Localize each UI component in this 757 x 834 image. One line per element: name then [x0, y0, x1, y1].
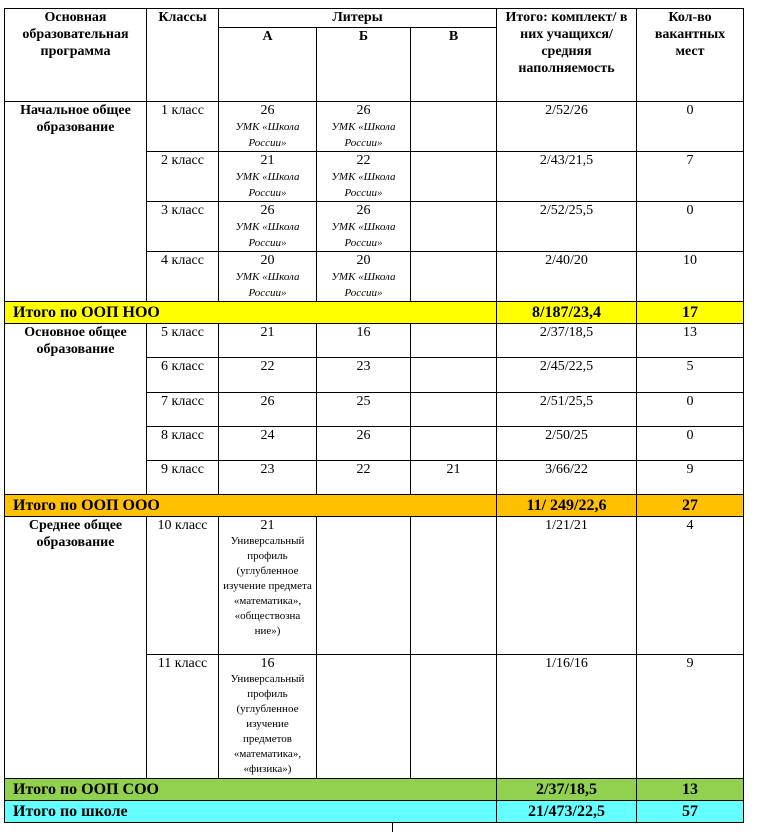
vacant-cell: 5: [637, 358, 744, 393]
summary-total: 2/37/18,5: [497, 779, 637, 801]
umk-note: УМК «Школа России»: [331, 271, 396, 299]
header-liters: Литеры: [219, 9, 497, 28]
liter-b-cell: 22: [317, 461, 411, 495]
vacant-cell: 9: [637, 655, 744, 779]
liter-b-cell: 23: [317, 358, 411, 393]
liter-v-cell: [411, 427, 497, 461]
liter-v-cell: [411, 393, 497, 427]
summary-row-ooo: [5, 495, 744, 517]
class-cell: 10 класс: [147, 517, 219, 655]
summary-label: Итого по школе: [5, 801, 497, 823]
table-row: [5, 517, 744, 655]
program-ooo: Основное общее образование: [5, 324, 147, 495]
profile-note: Универсальный профиль (углубленное изучение предмета «математика», «обществозна ние»): [223, 535, 312, 637]
liter-a-cell: [219, 517, 317, 655]
liter-b-cell: 25: [317, 393, 411, 427]
liter-a-cell: [219, 102, 317, 152]
vacant-cell: 13: [637, 324, 744, 358]
liter-v-cell: [411, 102, 497, 152]
liter-a-cell: [219, 152, 317, 202]
total-cell: 3/66/22: [497, 461, 637, 495]
header-liter-a: А: [219, 28, 317, 102]
liter-b-cell: [317, 655, 411, 779]
total-cell: 2/45/22,5: [497, 358, 637, 393]
summary-row-noo: [5, 302, 744, 324]
header-liter-b: Б: [317, 28, 411, 102]
student-count: 16: [260, 656, 275, 671]
student-count: 26: [260, 203, 275, 218]
liter-a-cell: [219, 252, 317, 302]
class-cell: 2 класс: [147, 152, 219, 202]
summary-total: 11/ 249/22,6: [497, 495, 637, 517]
vacant-cell: 10: [637, 252, 744, 302]
liter-a-cell: [219, 655, 317, 779]
umk-note: УМК «Школа России»: [235, 271, 300, 299]
header-row-1: [5, 9, 744, 28]
vacant-cell: 0: [637, 102, 744, 152]
vacant-cell: 0: [637, 427, 744, 461]
total-cell: 2/40/20: [497, 252, 637, 302]
student-count: 21: [260, 518, 275, 533]
student-count: 26: [260, 103, 275, 118]
total-cell: 2/51/25,5: [497, 393, 637, 427]
school-classes-table: [4, 8, 744, 823]
liter-b-cell: 16: [317, 324, 411, 358]
header-vacant: Кол-во вакантных мест: [637, 9, 744, 102]
class-cell: 8 класс: [147, 427, 219, 461]
summary-row-soo: [5, 779, 744, 801]
header-classes: Классы: [147, 9, 219, 102]
student-count: 26: [356, 103, 371, 118]
umk-note: УМК «Школа России»: [331, 121, 396, 149]
class-cell: 11 класс: [147, 655, 219, 779]
class-cell: 5 класс: [147, 324, 219, 358]
class-cell: 6 класс: [147, 358, 219, 393]
liter-v-cell: 21: [411, 461, 497, 495]
vacant-cell: 9: [637, 461, 744, 495]
class-cell: 7 класс: [147, 393, 219, 427]
umk-note: УМК «Школа России»: [235, 121, 300, 149]
liter-v-cell: [411, 152, 497, 202]
liter-a-cell: 23: [219, 461, 317, 495]
summary-total: 8/187/23,4: [497, 302, 637, 324]
umk-note: УМК «Школа России»: [331, 221, 396, 249]
umk-note: УМК «Школа России»: [235, 221, 300, 249]
class-cell: 4 класс: [147, 252, 219, 302]
page-edge-mark: [392, 822, 393, 832]
liter-a-cell: 22: [219, 358, 317, 393]
class-cell: 1 класс: [147, 102, 219, 152]
program-soo: Среднее общее образование: [5, 517, 147, 779]
liter-v-cell: [411, 252, 497, 302]
liter-v-cell: [411, 202, 497, 252]
summary-vacant: 13: [637, 779, 744, 801]
umk-note: УМК «Школа России»: [331, 171, 396, 199]
header-total: Итого: комплект/ в них учащихся/ средняя наполняемость: [497, 9, 637, 102]
summary-row-school: [5, 801, 744, 823]
liter-a-cell: 26: [219, 393, 317, 427]
summary-label: Итого по ООП СОО: [5, 779, 497, 801]
vacant-cell: 4: [637, 517, 744, 655]
vacant-cell: 7: [637, 152, 744, 202]
class-cell: 3 класс: [147, 202, 219, 252]
liter-v-cell: [411, 324, 497, 358]
student-count: 20: [356, 253, 371, 268]
summary-vacant: 27: [637, 495, 744, 517]
summary-label: Итого по ООП НОО: [5, 302, 497, 324]
liter-b-cell: [317, 517, 411, 655]
total-cell: 2/50/25: [497, 427, 637, 461]
summary-label: Итого по ООП ООО: [5, 495, 497, 517]
student-count: 22: [356, 153, 371, 168]
liter-v-cell: [411, 655, 497, 779]
liter-a-cell: 21: [219, 324, 317, 358]
umk-note: УМК «Школа России»: [235, 171, 300, 199]
liter-b-cell: [317, 102, 411, 152]
total-cell: 2/37/18,5: [497, 324, 637, 358]
total-cell: 2/43/21,5: [497, 152, 637, 202]
class-cell: 9 класс: [147, 461, 219, 495]
program-noo: Начальное общее образование: [5, 102, 147, 302]
total-cell: 2/52/25,5: [497, 202, 637, 252]
vacant-cell: 0: [637, 393, 744, 427]
profile-note: Универсальный профиль (углубленное изучение предметов «математика», «физика»): [230, 673, 305, 775]
header-liter-v: В: [411, 28, 497, 102]
header-program: Основная образовательная программа: [5, 9, 147, 102]
total-cell: 2/52/26: [497, 102, 637, 152]
summary-vacant: 57: [637, 801, 744, 823]
student-count: 21: [260, 153, 275, 168]
liter-v-cell: [411, 517, 497, 655]
total-cell: 1/21/21: [497, 517, 637, 655]
student-count: 20: [260, 253, 275, 268]
liter-b-cell: 26: [317, 427, 411, 461]
student-count: 26: [356, 203, 371, 218]
liter-b-cell: [317, 252, 411, 302]
table-row: [5, 102, 744, 152]
liter-b-cell: [317, 152, 411, 202]
summary-vacant: 17: [637, 302, 744, 324]
liter-a-cell: 24: [219, 427, 317, 461]
liter-b-cell: [317, 202, 411, 252]
vacant-cell: 0: [637, 202, 744, 252]
summary-total: 21/473/22,5: [497, 801, 637, 823]
total-cell: 1/16/16: [497, 655, 637, 779]
liter-v-cell: [411, 358, 497, 393]
liter-a-cell: [219, 202, 317, 252]
table-row: [5, 324, 744, 358]
